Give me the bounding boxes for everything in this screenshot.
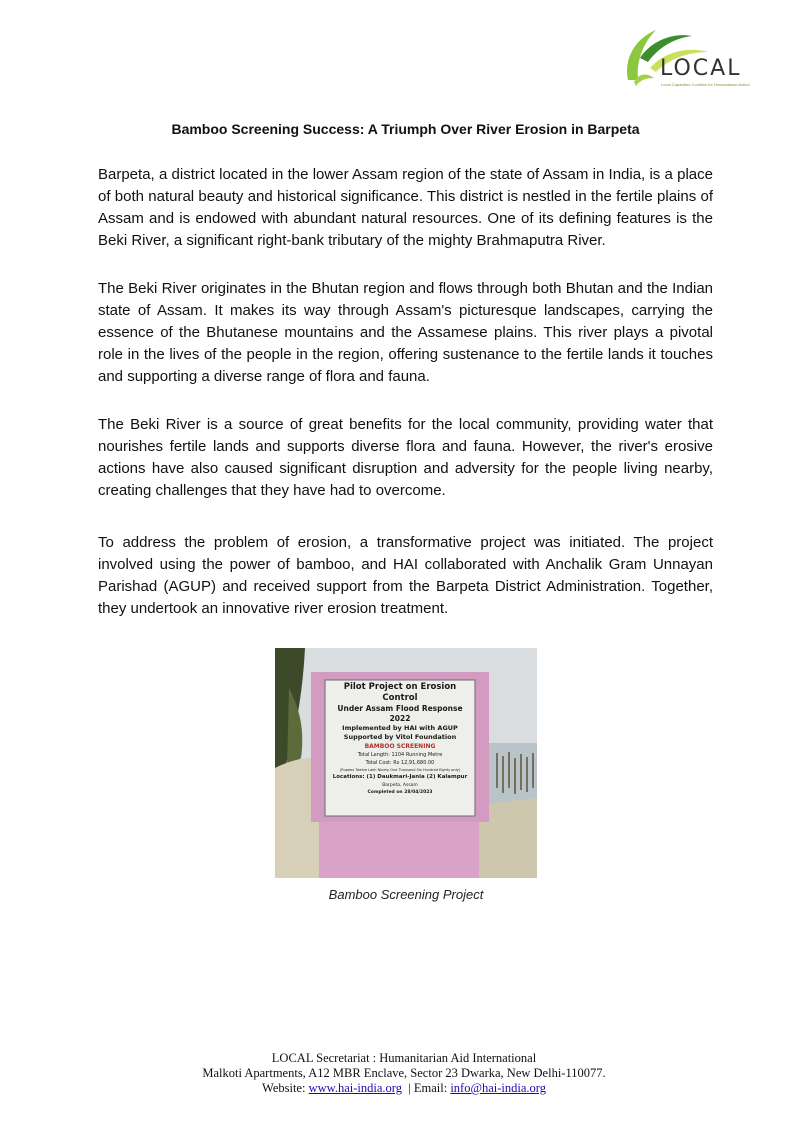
email-label: | Email: (401, 1081, 451, 1095)
project-signboard-photo (275, 648, 537, 878)
sign-text (327, 682, 473, 796)
sign-line: Completed on 28/04/2023 (367, 790, 433, 795)
footer-secretariat: LOCAL Secretariat : Humanitarian Aid International (271, 1051, 537, 1065)
sign-line: Pilot Project on Erosion Control (343, 682, 457, 703)
sign-line: Total Cost: Rs 12,91,680.00 (365, 760, 435, 766)
sign-line: (Rupees Twelve Lakh Ninety One Thousand Six Hundred Eighty only) (339, 768, 461, 772)
sign-line: Supported by Vitol Foundation (343, 733, 457, 741)
logo-tagline: Local Capacities Coalition for Humanitarian Action (661, 82, 750, 87)
paragraph: To address the problem of erosion, a transformative project was initiated. The project involved using the power of bamboo, and HAI collaborated with Anchalik Gram Unnayan Parishad (AGUP) and received support from the Barpeta District Administration. Together, they undertook an innovative river erosion treatment. (98, 534, 713, 617)
sign-line: Barpeta, Assam (382, 783, 418, 788)
sign-line: Under Assam Flood Response 2022 (337, 704, 463, 723)
sign-line: BAMBOO SCREENING (364, 743, 436, 750)
sign-line: Implemented by HAI with AGUP (342, 724, 458, 732)
website-label: Website: (262, 1081, 309, 1095)
local-logo (620, 22, 750, 92)
paragraph: The Beki River is a source of great benefits for the local community, providing water that nourishes fertile lands and supports diverse flora and fauna. However, the river's erosive actions have also caused significant disruption and adversity for the people living nearby, creating challenges that they have had to overcome. (98, 416, 713, 499)
logo-wordmark: LOCAL (660, 56, 742, 81)
website-link[interactable]: www.hai-india.org (308, 1081, 402, 1095)
photo-caption: Bamboo Screening Project (328, 887, 484, 902)
article-title: Bamboo Screening Success: A Triumph Over River Erosion in Barpeta (171, 121, 640, 137)
sign-line: Locations: (1) Daukmari-Jania (2) Kalampur (332, 774, 468, 780)
email-link[interactable]: info@hai-india.org (450, 1081, 546, 1095)
footer-contact (0, 1081, 808, 1096)
sign-line: Total Length: 1104 Running Metre (357, 752, 443, 758)
footer-address: Malkoti Apartments, A12 MBR Enclave, Sector 23 Dwarka, New Delhi-110077. (202, 1066, 606, 1080)
paragraph: Barpeta, a district located in the lower Assam region of the state of Assam in India, is a place of both natural beauty and historical significance. This district is nestled in the fertile plains of Assam and is endowed with abundant natural resources. One of its defining features is the Beki River, a significant right-bank tributary of the mighty Brahmaputra River. (98, 166, 713, 249)
paragraph: The Beki River originates in the Bhutan region and flows through both Bhutan and the Indian state of Assam. It makes its way through Assam's picturesque landscapes, carrying the essence of the Bhutanese mountains and the Assamese plains. This river plays a pivotal role in the lives of the people in the region, offering sustenance to the fertile lands it touches and supporting a diverse range of flora and fauna. (98, 280, 713, 385)
footer (0, 1051, 808, 1096)
